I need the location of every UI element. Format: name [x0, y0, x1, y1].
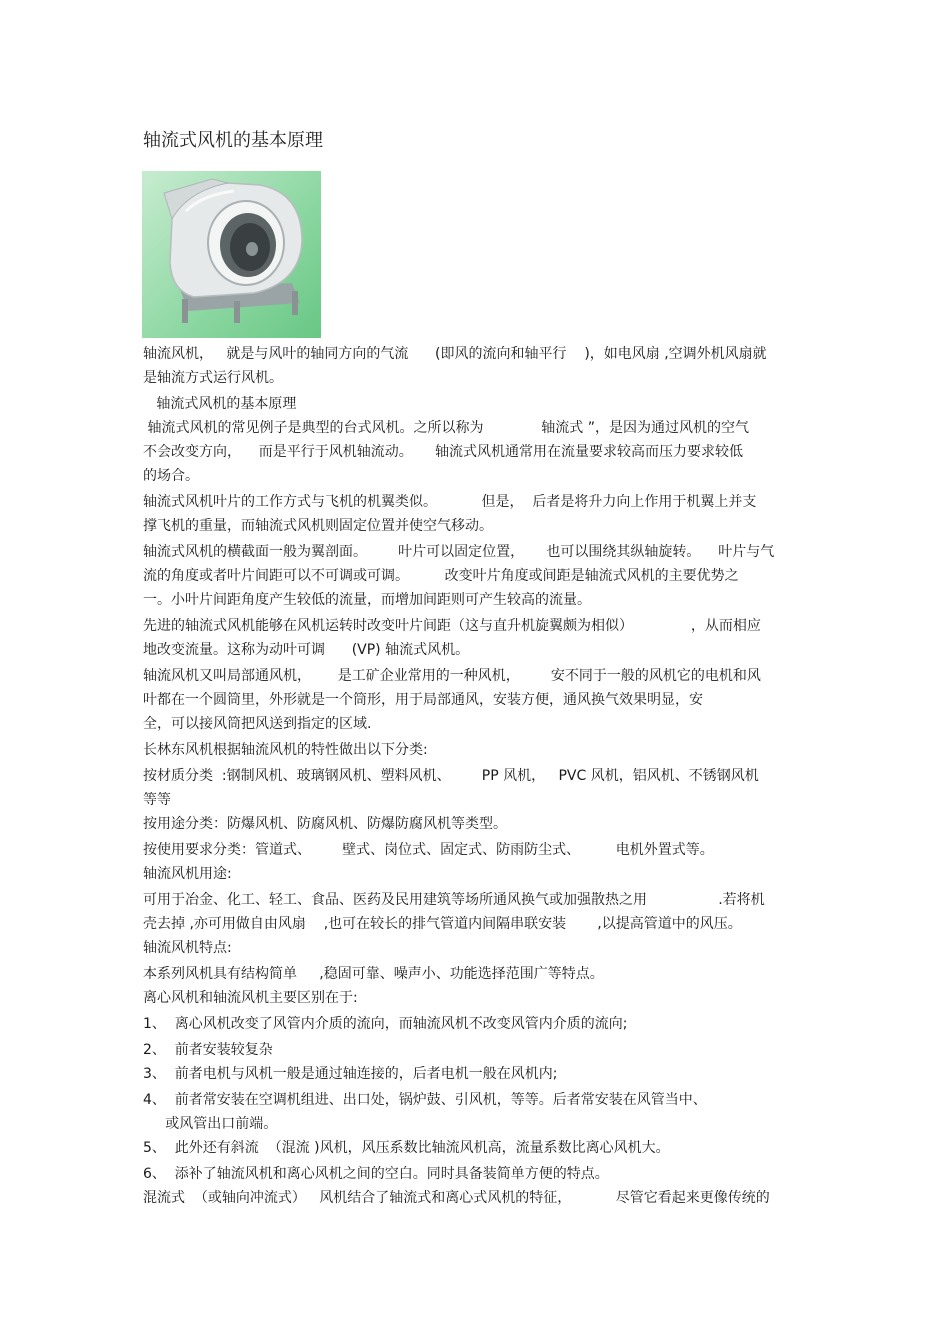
body-line: 长林东风机根据轴流风机的特性做出以下分类: [143, 742, 428, 758]
body-line: 轴流风机， 就是与风叶的轴同方向的气流 (即风的流向和轴平行 )，如电风扇 ,空调外机风扇就 [143, 346, 767, 362]
page-title: 轴流式风机的基本原理 [143, 130, 323, 151]
body-line: 叶都在一个圆筒里，外形就是一个筒形，用于局部通风，安装方便，通风换气效果明显，安 [143, 692, 703, 708]
body-line: 5、 此外还有斜流 （混流 )风机，风压系数比轴流风机高，流量系数比离心风机大。 [143, 1140, 670, 1156]
body-line: 全，可以接风筒把风送到指定的区域. [143, 716, 372, 732]
body-line: 撑飞机的重量，而轴流式风机则固定位置并使空气移动。 [143, 518, 493, 534]
body-line: 3、 前者电机与风机一般是通过轴连接的，后者电机一般在风机内; [143, 1066, 558, 1082]
body-line: 是轴流方式运行风机。 [143, 370, 283, 386]
body-line: 轴流风机特点: [143, 940, 232, 956]
body-line: 轴流风机用途: [143, 866, 232, 882]
body-line: 按用途分类：防爆风机、防腐风机、防爆防腐风机等类型。 [143, 816, 507, 832]
body-line: 或风管出口前端。 [143, 1116, 278, 1132]
body-line: 先进的轴流式风机能够在风机运转时改变叶片间距（这与直升机旋翼颇为相似） ，从而相应 [143, 618, 761, 634]
body-line: 一。小叶片间距角度产生较低的流量，而增加间距则可产生较高的流量。 [143, 592, 591, 608]
body-line: 按使用要求分类：管道式、 壁式、岗位式、固定式、防雨防尘式、 电机外置式等。 [143, 842, 714, 858]
body-line: 流的角度或者叶片间距可以不可调或可调。 改变叶片角度或间距是轴流式风机的主要优势之 [143, 568, 739, 584]
body-line: 轴流式风机的常见例子是典型的台式风机。之所以称为 轴流式 ”，是因为通过风机的空气 [143, 420, 750, 436]
body-line: 4、 前者常安装在空调机组进、出口处，锅炉鼓、引风机，等等。后者常安装在风管当中、 [143, 1092, 707, 1108]
body-line: 本系列风机具有结构简单 ,稳固可靠、噪声小、功能选择范围广等特点。 [143, 966, 604, 982]
body-line: 可用于冶金、化工、轻工、食品、医药及民用建筑等场所通风换气或加强散热之用 .若将机 [143, 892, 765, 908]
body-line: 轴流风机又叫局部通风机， 是工矿企业常用的一种风机， 安不同于一般的风机它的电机和风 [143, 668, 761, 684]
body-line: 1、 离心风机改变了风管内介质的流向，而轴流风机不改变风管内介质的流向; [143, 1016, 628, 1032]
body-line: 2、 前者安装较复杂 [143, 1042, 273, 1058]
body-line: 不会改变方向， 而是平行于风机轴流动。 轴流式风机通常用在流量要求较高而压力要求较低 [143, 444, 744, 460]
body-line: 等等 [143, 792, 171, 808]
body-line: 按材质分类 :钢制风机、玻璃钢风机、塑料风机、 PP 风机， PVC 风机，铝风机、不锈钢风机 [143, 768, 759, 784]
fan-illustration [142, 171, 321, 338]
body-line: 6、 添补了轴流风机和离心风机之间的空白。同时具备装简单方便的特点。 [143, 1166, 609, 1182]
body-line: 地改变流量。这称为动叶可调 (VP) 轴流式风机。 [143, 642, 470, 658]
body-line: 轴流式风机叶片的工作方式与飞机的机翼类似。 但是， 后者是将升力向上作用于机翼上并支 [143, 494, 757, 510]
body-line: 的场合。 [143, 468, 199, 484]
body-line: 轴流式风机的横截面一般为翼剖面。 叶片可以固定位置， 也可以围绕其纵轴旋转。 叶片与气 [143, 544, 775, 560]
centrifugal-fan-photo [142, 171, 321, 338]
body-line: 离心风机和轴流风机主要区别在于: [143, 990, 358, 1006]
body-line: 混流式 （或轴向冲流式） 风机结合了轴流式和离心式风机的特征， 尽管它看起来更像传统的 [143, 1190, 770, 1206]
body-line: 轴流式风机的基本原理 [143, 396, 297, 412]
body-line: 壳去掉 ,亦可用做自由风扇 ,也可在较长的排气管道内间隔串联安装 ,以提高管道中的风压。 [143, 916, 742, 932]
